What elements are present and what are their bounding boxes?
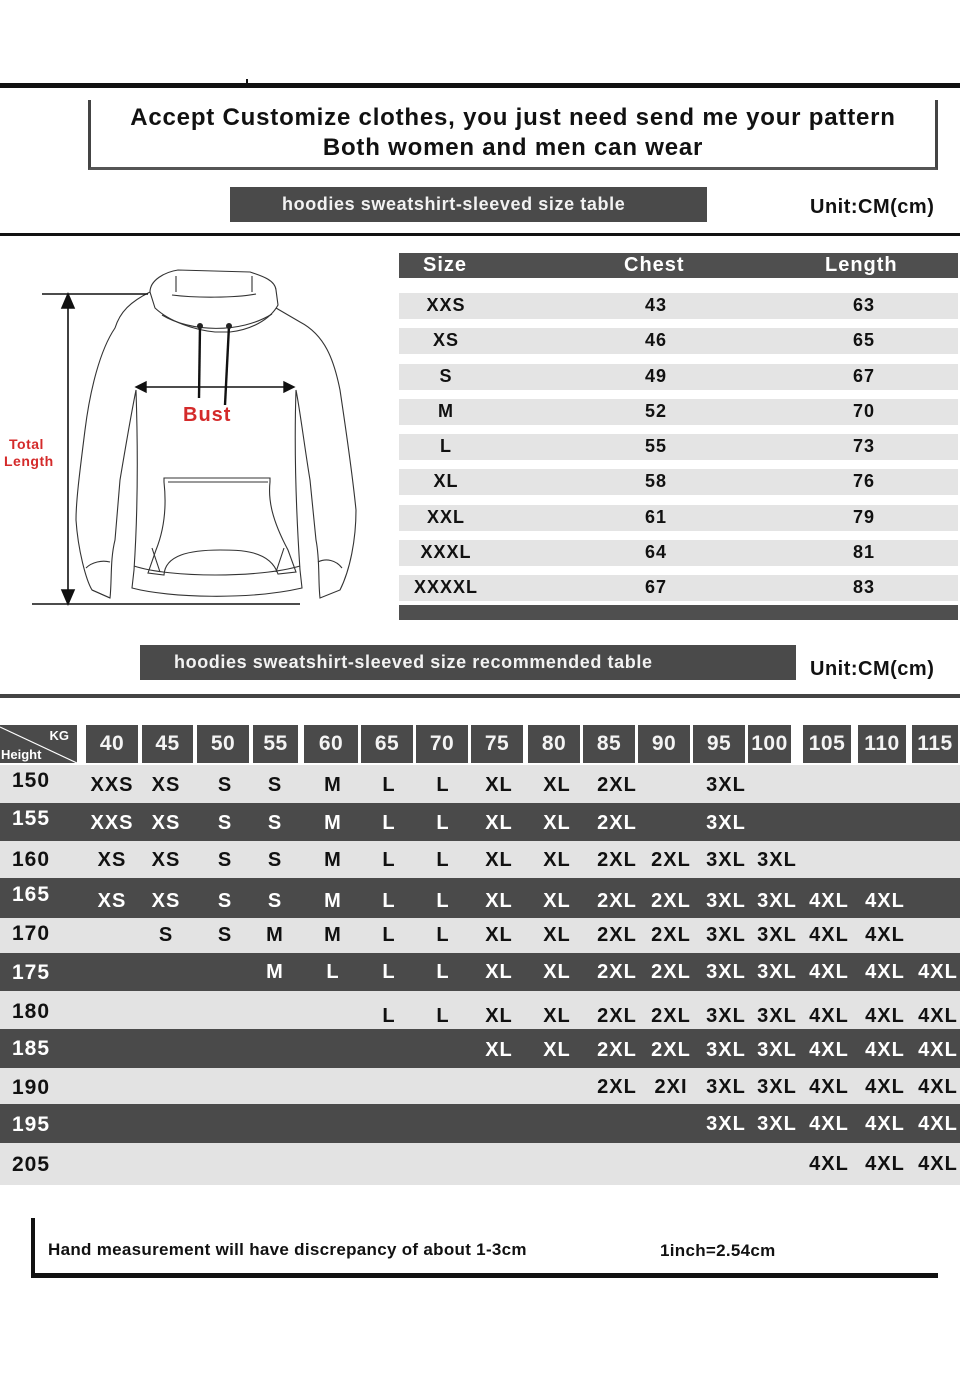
length-cell: 79 <box>852 507 876 527</box>
size-cell: S <box>439 366 453 386</box>
size-table-banner-text: hoodies sweatshirt-sleeved size table <box>282 194 626 214</box>
size-cell: 2XL <box>597 1039 637 1061</box>
size-cell: 4XL <box>865 1005 905 1027</box>
size-cell: 4XL <box>865 1153 905 1175</box>
bust-label: Bust <box>183 404 232 426</box>
size-cell: XL <box>543 961 571 983</box>
size-cell: L <box>436 890 450 912</box>
size-cell: 2XL <box>651 1005 691 1027</box>
size-cell: 2XL <box>597 1076 637 1098</box>
size-cell: L <box>382 961 396 983</box>
size-cell: XL <box>485 774 513 796</box>
size-cell: L <box>436 924 450 946</box>
weight-header: 85 <box>583 725 635 763</box>
table-row <box>0 803 960 841</box>
length-cell: 63 <box>852 295 876 315</box>
size-table-header <box>399 253 958 278</box>
size-cell: XL <box>543 812 571 834</box>
size-cell: M <box>324 812 342 834</box>
inch-conversion: 1inch=2.54cm <box>660 1241 776 1260</box>
height-cell: 150 <box>12 769 51 792</box>
length-cell: 67 <box>852 366 876 386</box>
size-cell: XXS <box>426 295 466 315</box>
height-cell: 175 <box>12 961 51 984</box>
col-length: Length <box>825 254 898 276</box>
weight-header: 75 <box>471 725 523 763</box>
size-cell: 2XL <box>597 924 637 946</box>
length-cell: 83 <box>852 577 876 597</box>
size-cell: S <box>267 890 283 912</box>
size-cell: 2XL <box>651 1039 691 1061</box>
weight-header: 70 <box>416 725 468 763</box>
weight-header: 40 <box>86 725 138 763</box>
chest-cell: 67 <box>644 577 668 597</box>
height-cell: 155 <box>12 807 51 830</box>
size-table-footer-bar <box>399 605 958 620</box>
size-cell: XS <box>97 849 127 871</box>
size-cell: L <box>440 436 452 456</box>
top-rule <box>0 83 960 88</box>
size-cell: XXS <box>90 774 134 796</box>
header-line-1: Accept Customize clothes, you just need send me your pattern <box>130 104 896 131</box>
size-cell: 2XL <box>597 774 637 796</box>
size-cell: 2XL <box>651 961 691 983</box>
height-cell: 185 <box>12 1037 51 1060</box>
section-rule-1 <box>0 233 960 236</box>
weight-header: 110 <box>858 725 906 763</box>
total-length-label-1: Total <box>9 436 44 452</box>
size-cell: 3XL <box>706 924 746 946</box>
size-cell: 2XL <box>651 849 691 871</box>
size-cell: XS <box>432 330 460 350</box>
size-cell: 3XL <box>706 1039 746 1061</box>
size-cell: XL <box>485 849 513 871</box>
height-cell: 195 <box>12 1113 51 1136</box>
size-row <box>399 575 958 601</box>
size-cell: XL <box>485 961 513 983</box>
height-cell: 160 <box>12 848 51 871</box>
size-cell: M <box>324 774 342 796</box>
size-cell: 2XL <box>597 890 637 912</box>
chest-cell: 58 <box>644 471 668 491</box>
rec-table-banner-text: hoodies sweatshirt-sleeved size recommended table <box>174 652 653 672</box>
size-cell: XS <box>151 890 181 912</box>
weight-header: 80 <box>528 725 580 763</box>
size-cell: 4XL <box>918 1039 958 1061</box>
total-length-label-2: Length <box>4 453 54 469</box>
size-cell: S <box>158 924 174 946</box>
size-cell: XL <box>485 890 513 912</box>
size-cell: 2XL <box>597 812 637 834</box>
size-cell: XXXXL <box>413 577 479 597</box>
size-cell: 3XL <box>757 849 797 871</box>
top-rule-tick <box>246 79 248 84</box>
size-cell: S <box>217 774 233 796</box>
chest-cell: 43 <box>644 295 668 315</box>
chest-cell: 64 <box>644 542 668 562</box>
size-cell: S <box>217 812 233 834</box>
table-row <box>0 918 960 953</box>
size-cell: XL <box>485 924 513 946</box>
height-cell: 205 <box>12 1153 51 1176</box>
size-cell: XL <box>543 1039 571 1061</box>
size-cell: 4XL <box>809 1076 849 1098</box>
size-cell: 4XL <box>809 1005 849 1027</box>
size-cell: 4XL <box>809 1039 849 1061</box>
size-cell: S <box>267 849 283 871</box>
size-row <box>399 434 958 460</box>
chest-cell: 55 <box>644 436 668 456</box>
size-cell: 4XL <box>865 1039 905 1061</box>
size-cell: L <box>382 812 396 834</box>
size-cell: 4XL <box>865 1076 905 1098</box>
size-cell: M <box>266 924 284 946</box>
size-cell: XS <box>151 849 181 871</box>
weight-header: 65 <box>361 725 413 763</box>
hoodie-illustration-icon <box>0 250 400 620</box>
size-cell: XL <box>543 924 571 946</box>
size-cell: 4XL <box>918 1005 958 1027</box>
size-cell: 4XL <box>865 890 905 912</box>
height-cell: 165 <box>12 883 51 906</box>
size-cell: XL <box>485 1005 513 1027</box>
size-cell: L <box>382 849 396 871</box>
col-chest: Chest <box>624 254 685 276</box>
size-cell: 4XL <box>918 1113 958 1135</box>
weight-header: 90 <box>638 725 690 763</box>
rec-table-banner <box>140 645 796 680</box>
size-cell: 2XL <box>597 1005 637 1027</box>
size-row <box>399 505 958 531</box>
table-row <box>0 765 960 803</box>
size-cell: 4XL <box>865 924 905 946</box>
size-table-unit: Unit:CM(cm) <box>810 196 935 218</box>
size-cell: 3XL <box>757 1076 797 1098</box>
size-cell: 3XL <box>706 774 746 796</box>
rec-table-unit: Unit:CM(cm) <box>810 658 935 680</box>
size-cell: 3XL <box>706 1005 746 1027</box>
size-cell: XL <box>485 1039 513 1061</box>
size-cell: 3XL <box>757 1005 797 1027</box>
size-cell: L <box>382 774 396 796</box>
header-line-2: Both women and men can wear <box>322 134 704 161</box>
size-cell: XL <box>543 774 571 796</box>
size-cell: XS <box>151 774 181 796</box>
size-row <box>399 469 958 495</box>
chest-cell: 49 <box>644 366 668 386</box>
size-cell: M <box>324 849 342 871</box>
size-cell: M <box>438 401 454 421</box>
size-row <box>399 399 958 425</box>
size-cell: S <box>267 774 283 796</box>
weight-header: 55 <box>253 725 298 763</box>
size-cell: 4XL <box>809 1153 849 1175</box>
weight-header: 100 <box>748 725 791 763</box>
size-cell: L <box>436 961 450 983</box>
size-cell: 3XL <box>757 924 797 946</box>
length-cell: 70 <box>852 401 876 421</box>
size-cell: 4XL <box>809 961 849 983</box>
size-cell: 3XL <box>706 1076 746 1098</box>
size-cell: 4XL <box>918 961 958 983</box>
table-row <box>0 953 960 991</box>
length-cell: 65 <box>852 330 876 350</box>
weight-header: 50 <box>197 725 249 763</box>
size-cell: 3XL <box>757 961 797 983</box>
size-cell: L <box>382 890 396 912</box>
size-cell: XL <box>543 1005 571 1027</box>
size-cell: 4XL <box>809 924 849 946</box>
size-cell: 3XL <box>706 849 746 871</box>
size-cell: 3XL <box>757 890 797 912</box>
size-cell: S <box>267 812 283 834</box>
size-cell: 4XL <box>918 1076 958 1098</box>
size-cell: M <box>324 924 342 946</box>
size-row <box>399 540 958 566</box>
corner-height: Height <box>1 747 42 762</box>
section-rule-2 <box>0 694 960 698</box>
height-cell: 170 <box>12 922 51 945</box>
table-row <box>0 991 960 1029</box>
size-row <box>399 293 958 319</box>
table-row <box>0 841 960 878</box>
size-cell: L <box>326 961 340 983</box>
size-cell: L <box>382 924 396 946</box>
weight-header: 45 <box>142 725 193 763</box>
size-cell: 3XL <box>706 890 746 912</box>
size-cell: L <box>382 1005 396 1027</box>
size-cell: XL <box>485 812 513 834</box>
size-cell: 3XL <box>706 812 746 834</box>
size-table-banner <box>230 187 707 222</box>
size-cell: 4XL <box>865 961 905 983</box>
height-cell: 180 <box>12 1000 51 1023</box>
size-cell: L <box>436 812 450 834</box>
size-cell: 4XL <box>918 1153 958 1175</box>
size-cell: XL <box>543 849 571 871</box>
table-row <box>0 1143 960 1185</box>
size-cell: XS <box>97 890 127 912</box>
size-cell: L <box>436 1005 450 1027</box>
table-row <box>0 878 960 918</box>
length-cell: 76 <box>852 471 876 491</box>
size-cell: 4XL <box>809 1113 849 1135</box>
table-row <box>0 1029 960 1068</box>
size-cell: L <box>436 774 450 796</box>
corner-kg: KG <box>49 728 69 743</box>
size-cell: S <box>217 924 233 946</box>
size-cell: 2XL <box>651 890 691 912</box>
size-cell: S <box>217 890 233 912</box>
weight-header: 60 <box>304 725 358 763</box>
length-cell: 81 <box>852 542 876 562</box>
size-row <box>399 364 958 390</box>
size-cell: 4XL <box>865 1113 905 1135</box>
size-cell: XXXL <box>420 542 472 562</box>
size-cell: 2XI <box>654 1076 688 1098</box>
size-cell: 3XL <box>706 1113 746 1135</box>
size-cell: XL <box>543 890 571 912</box>
weight-header: 115 <box>912 725 958 763</box>
size-cell: S <box>217 849 233 871</box>
corner-header <box>0 725 77 763</box>
weight-header: 95 <box>693 725 745 763</box>
size-cell: 3XL <box>757 1113 797 1135</box>
table-row <box>0 1068 960 1104</box>
size-cell: 2XL <box>651 924 691 946</box>
size-cell: XXS <box>90 812 134 834</box>
chest-cell: 46 <box>644 330 668 350</box>
size-cell: 2XL <box>597 849 637 871</box>
size-cell: XL <box>433 471 459 491</box>
size-cell: 3XL <box>757 1039 797 1061</box>
size-cell: XS <box>151 812 181 834</box>
size-cell: M <box>324 890 342 912</box>
table-row <box>0 1104 960 1143</box>
measurement-note: Hand measurement will have discrepancy of about 1-3cm <box>48 1240 527 1259</box>
chest-cell: 61 <box>644 507 668 527</box>
length-cell: 73 <box>852 436 876 456</box>
hoodie-diagram <box>0 250 400 620</box>
size-cell: 2XL <box>597 961 637 983</box>
size-cell: M <box>266 961 284 983</box>
weight-header: 105 <box>803 725 851 763</box>
size-cell: XXL <box>426 507 466 527</box>
size-cell: 3XL <box>706 961 746 983</box>
col-size: Size <box>423 254 468 276</box>
chest-cell: 52 <box>644 401 668 421</box>
height-cell: 190 <box>12 1076 51 1099</box>
size-row <box>399 328 958 354</box>
size-cell: L <box>436 849 450 871</box>
size-cell: 4XL <box>809 890 849 912</box>
